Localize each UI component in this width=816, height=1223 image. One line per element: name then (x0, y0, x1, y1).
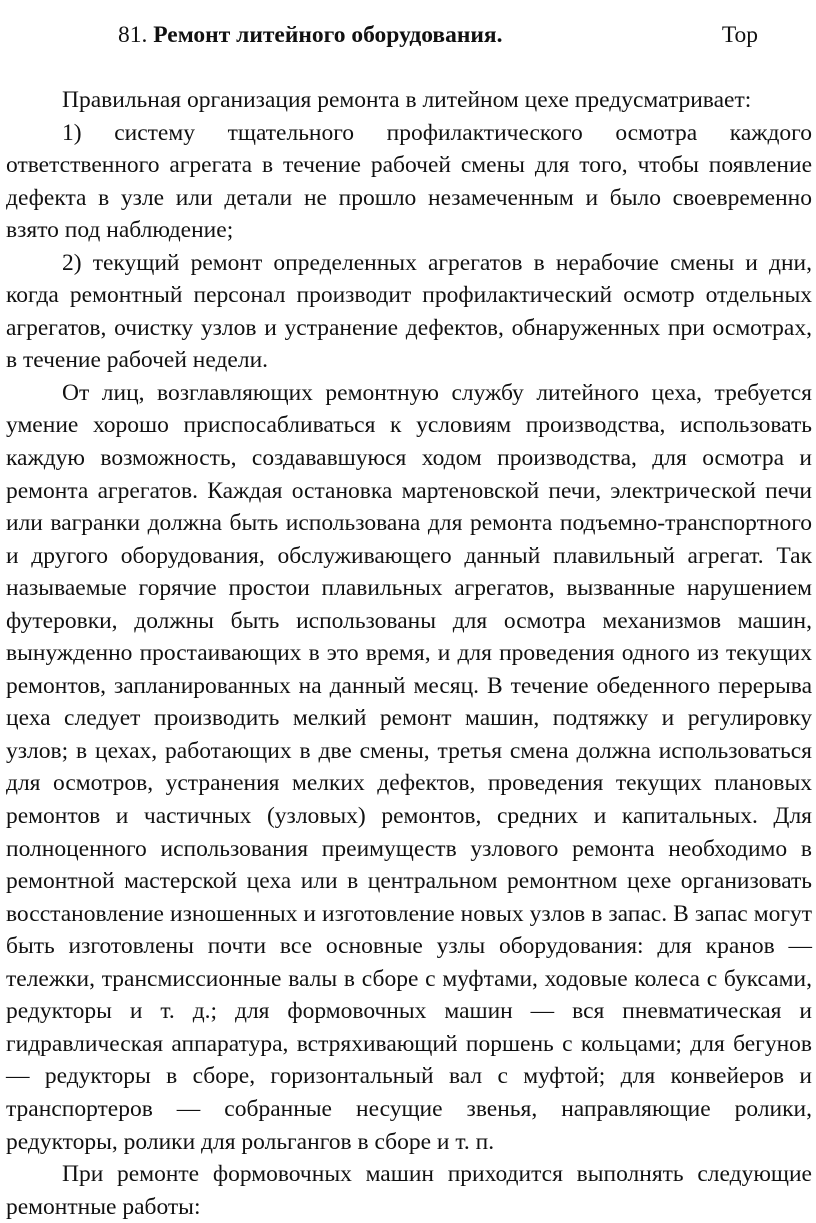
paragraph-main: От лиц, возглавляющих ремонтную службу литейного цеха, требуется умение хорошо приспосабливаться к условиям производства, использовать каждую возможность, создававшуюся ходом производства, для осмотра и ремонта агрегатов. Каждая остановка мартеновской печи, электрической печи или вагранки должна быть использована для ремонта подъемно-транспортного и другого оборудования, обслуживающего данный плавильный агрегат. Так называемые горячие простои плавильных агрегатов, вызванные нарушением футеровки, должны быть использованы для осмотра механизмов машин, вынужденно простаивающих в это время, и для проведения одного из текущих ремонтов, запланированных на данный месяц. В течение обеденного перерыва цеха следует производить мелкий ремонт машин, подтяжку и регулировку узлов; в цехах, работающих в две смены, третья смена должна использоваться для осмотров, устранения мелких дефектов, проведения текущих плановых ремонтов и частичных (узловых) ремонтов, средних и капитальных. Для полноценного использования преимуществ узлового ремонта необходимо в ремонтной мастерской цеха или в центральном ремонтном цехе организовать восстановление изношенных и изготовление новых узлов в запас. В запас могут быть изготовлены почти все основные узлы оборудования: для кранов — тележки, трансмиссионные валы в сборе с муфтами, ходовые колеса с буксами, редукторы и т. д.; для формовочных машин — вся пневматическая и гидравлическая аппаратура, встряхивающий поршень с кольцами; для бегунов — редукторы в сборе, горизонтальный вал с муфтой; для конвейеров и транспортеров — собранные несущие звенья, направляющие ролики, редукторы, ролики для рольгангов в сборе и т. п. (6, 379, 812, 1155)
header-right-label: Тор (721, 22, 758, 48)
section-number: 81. (118, 22, 148, 48)
section-title: Ремонт литейного оборудования. (153, 22, 503, 48)
paragraph-intro: Правильная организация ремонта в литейном цехе предусматривает: (62, 87, 752, 113)
paragraph-item-1: 1) систему тщательного профилактического осмотра каждого ответственного агрегата в течение рабочей смены для того, чтобы появление дефекта в узле или детали не прошло незамеченным и было своевременно взято под наблюдение; (6, 119, 812, 244)
section-heading (118, 18, 758, 52)
paragraph-item-2: 2) текущий ремонт определенных агрегатов в нерабочие смены и дни, когда ремонтный персонал производит профилактический осмотр отдельных агрегатов, очистку узлов и устранение дефектов, обнаруженных при осмотрах, в течение рабочей недели. (6, 249, 812, 374)
document-body (6, 84, 812, 1223)
paragraph-closing: При ремонте формовочных машин приходится выполнять следующие ремонтные работы: (6, 1161, 812, 1220)
